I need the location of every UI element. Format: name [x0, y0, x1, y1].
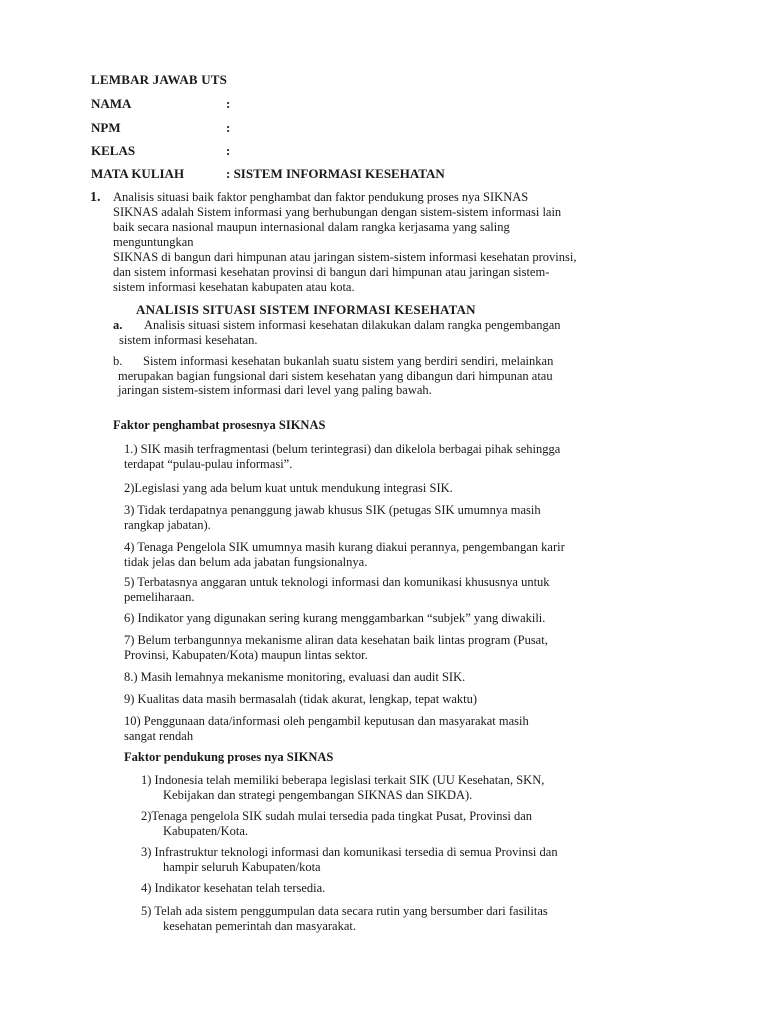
question-1-body — [113, 190, 576, 295]
analysis-a-marker: a. — [113, 318, 123, 332]
q1-line: menguntungkan — [113, 235, 194, 249]
q1-line: Analisis situasi baik faktor penghambat dan faktor pendukung proses nya SIKNAS — [113, 190, 529, 204]
field-label-npm: NPM — [91, 120, 121, 135]
pendukung-item — [141, 845, 558, 875]
analysis-b-line: merupakan bagian fungsional dari sistem kesehatan yang dibangun dari himpunan atau — [118, 369, 553, 383]
item-line: 3) Infrastruktur teknologi informasi dan komunikasi tersedia di semua Provinsi dan — [141, 845, 558, 859]
item-line: Kebijakan dan strategi pengembangan SIKNAS dan SIKDA). — [163, 788, 473, 802]
item-line: sangat rendah — [124, 729, 194, 743]
analysis-a-line: sistem informasi kesehatan. — [119, 333, 258, 347]
penghambat-item — [124, 481, 453, 496]
item-line: rangkap jabatan). — [124, 518, 211, 532]
pendukung-item — [141, 773, 544, 803]
item-line: 2)Legislasi yang ada belum kuat untuk mendukung integrasi SIK. — [124, 481, 453, 495]
field-label-kelas: KELAS — [91, 143, 136, 158]
item-line: pemeliharaan. — [124, 590, 195, 604]
item-line: terdapat “pulau-pulau informasi”. — [124, 457, 293, 471]
item-line: tidak jelas dan belum ada jabatan fungsionalnya. — [124, 555, 368, 569]
item-line: 4) Indikator kesehatan telah tersedia. — [141, 881, 326, 895]
field-value-mata-kuliah: : SISTEM INFORMASI KESEHATAN — [226, 166, 445, 181]
analysis-b-marker: b. — [113, 354, 123, 368]
item-line: 5) Terbatasnya anggaran untuk teknologi informasi dan komunikasi khususnya untuk — [124, 575, 550, 589]
penghambat-title: Faktor penghambat prosesnya SIKNAS — [113, 418, 326, 432]
item-line: 7) Belum terbangunnya mekanisme aliran data kesehatan baik lintas program (Pusat, — [124, 633, 548, 647]
pendukung-title: Faktor pendukung proses nya SIKNAS — [124, 750, 334, 764]
field-value-kelas: : — [226, 143, 231, 158]
penghambat-item — [124, 575, 550, 605]
item-line: 6) Indikator yang digunakan sering kurang menggambarkan “subjek” yang diwakili. — [124, 611, 546, 625]
penghambat-item — [124, 633, 548, 663]
q1-line: dan sistem informasi kesehatan provinsi di bangun dari himpunan atau jaringan sistem- — [113, 265, 550, 279]
item-line: 4) Tenaga Pengelola SIK umumnya masih kurang diakui perannya, pengembangan karir — [124, 540, 565, 554]
item-line: 10) Penggunaan data/informasi oleh pengambil keputusan dan masyarakat masih — [124, 714, 529, 728]
item-line: 1.) SIK masih terfragmentasi (belum terintegrasi) dan dikelola berbagai pihak sehingga — [124, 442, 561, 456]
penghambat-item — [124, 442, 560, 472]
item-line: 1) Indonesia telah memiliki beberapa legislasi terkait SIK (UU Kesehatan, SKN, — [141, 773, 545, 787]
item-line: 8.) Masih lemahnya mekanisme monitoring, evaluasi dan audit SIK. — [124, 670, 466, 684]
analysis-b-line: Sistem informasi kesehatan bukanlah suatu sistem yang berdiri sendiri, melainkan — [143, 354, 554, 368]
q1-line: SIKNAS di bangun dari himpunan atau jaringan sistem-sistem informasi kesehatan provinsi, — [113, 250, 577, 264]
item-line: Kabupaten/Kota. — [163, 824, 249, 838]
document-title: LEMBAR JAWAB UTS — [91, 72, 228, 87]
field-value-nama: : — [226, 96, 231, 111]
pendukung-item — [141, 881, 325, 896]
item-line: 2)Tenaga pengelola SIK sudah mulai tersedia pada tingkat Pusat, Provinsi dan — [141, 809, 533, 823]
analysis-title: ANALISIS SITUASI SISTEM INFORMASI KESEHATAN — [136, 302, 476, 317]
analysis-a-line: Analisis situasi sistem informasi kesehatan dilakukan dalam rangka pengembangan — [144, 318, 561, 332]
question-number: 1. — [90, 190, 101, 205]
q1-line: baik secara nasional maupun internasional dalam rangka kerjasama yang saling — [113, 220, 510, 234]
penghambat-item — [124, 611, 545, 626]
field-value-npm: : — [226, 120, 231, 135]
q1-line: SIKNAS adalah Sistem informasi yang berhubungan dengan sistem-sistem informasi lain — [113, 205, 562, 219]
pendukung-item — [141, 809, 532, 839]
field-label-nama: NAMA — [91, 96, 132, 111]
item-line: 5) Telah ada sistem penggumpulan data secara rutin yang bersumber dari fasilitas — [141, 904, 548, 918]
penghambat-item — [124, 714, 529, 744]
penghambat-item — [124, 692, 477, 707]
penghambat-item — [124, 503, 541, 533]
analysis-b-line: jaringan sistem-sistem informasi dari level yang paling bawah. — [118, 383, 432, 397]
field-label-mata-kuliah: MATA KULIAH — [91, 166, 185, 181]
item-line: kesehatan pemerintah dan masyarakat. — [163, 919, 356, 933]
item-line: hampir seluruh Kabupaten/kota — [163, 860, 321, 874]
penghambat-item — [124, 670, 465, 685]
pendukung-item — [141, 904, 548, 934]
item-line: 9) Kualitas data masih bermasalah (tidak akurat, lengkap, tepat waktu) — [124, 692, 477, 706]
item-line: 3) Tidak terdapatnya penanggung jawab khusus SIK (petugas SIK umumnya masih — [124, 503, 541, 517]
penghambat-item — [124, 540, 565, 570]
item-line: Provinsi, Kabupaten/Kota) maupun lintas sektor. — [124, 648, 368, 662]
q1-line: sistem informasi kesehatan kabupaten atau kota. — [113, 280, 355, 294]
